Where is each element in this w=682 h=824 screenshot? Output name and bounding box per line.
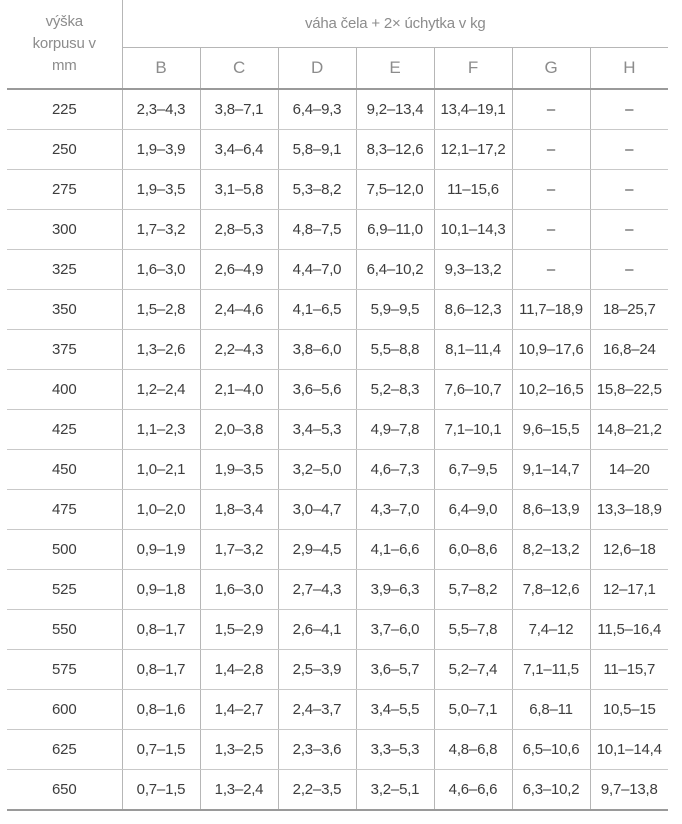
table-cell: 4,3–7,0 [356, 490, 434, 530]
table-cell: 4,4–7,0 [278, 250, 356, 290]
table-cell: 5,2–8,3 [356, 370, 434, 410]
table-row [7, 210, 668, 250]
table-cell: 6,5–10,6 [512, 730, 590, 770]
table-cell: – [512, 130, 590, 170]
table-cell: 5,7–8,2 [434, 570, 512, 610]
table-cell: 1,6–3,0 [122, 250, 200, 290]
table-row [7, 490, 668, 530]
table-cell: – [590, 130, 668, 170]
table-cell: 1,3–2,4 [200, 770, 278, 811]
row-height-label: 625 [7, 730, 122, 770]
table-cell: 11–15,6 [434, 170, 512, 210]
row-height-label: 575 [7, 650, 122, 690]
table-cell: 14–20 [590, 450, 668, 490]
table-cell: 5,5–8,8 [356, 330, 434, 370]
table-cell: 6,4–9,3 [278, 89, 356, 130]
row-height-label: 475 [7, 490, 122, 530]
table-cell: 7,1–11,5 [512, 650, 590, 690]
table-cell: 13,3–18,9 [590, 490, 668, 530]
table-cell: 2,9–4,5 [278, 530, 356, 570]
table-row [7, 170, 668, 210]
table-body [7, 89, 668, 810]
table-cell: 18–25,7 [590, 290, 668, 330]
table-cell: 5,3–8,2 [278, 170, 356, 210]
table-cell: 11,5–16,4 [590, 610, 668, 650]
table-cell: 0,7–1,5 [122, 730, 200, 770]
table-cell: 3,6–5,6 [278, 370, 356, 410]
table-cell: 8,2–13,2 [512, 530, 590, 570]
table-cell: – [512, 250, 590, 290]
table-cell: 3,2–5,1 [356, 770, 434, 811]
table-cell: 2,6–4,9 [200, 250, 278, 290]
table-cell: 11,7–18,9 [512, 290, 590, 330]
table-cell: 6,4–10,2 [356, 250, 434, 290]
table-cell: 1,9–3,9 [122, 130, 200, 170]
table-cell: 2,3–4,3 [122, 89, 200, 130]
table-row [7, 770, 668, 811]
table-cell: 1,6–3,0 [200, 570, 278, 610]
table-cell: 2,8–5,3 [200, 210, 278, 250]
table-cell: 8,6–13,9 [512, 490, 590, 530]
table-cell: 1,3–2,5 [200, 730, 278, 770]
row-height-label: 225 [7, 89, 122, 130]
table-cell: 3,7–6,0 [356, 610, 434, 650]
weight-table [7, 0, 668, 811]
table-row [7, 570, 668, 610]
table-cell: 1,5–2,8 [122, 290, 200, 330]
table-cell: 1,5–2,9 [200, 610, 278, 650]
table-cell: 14,8–21,2 [590, 410, 668, 450]
table-cell: – [512, 170, 590, 210]
table-cell: 5,2–7,4 [434, 650, 512, 690]
table-row [7, 730, 668, 770]
table-cell: 1,1–2,3 [122, 410, 200, 450]
table-cell: 1,2–2,4 [122, 370, 200, 410]
table-cell: 4,6–7,3 [356, 450, 434, 490]
table-cell: 1,4–2,8 [200, 650, 278, 690]
column-header-g: G [512, 48, 590, 90]
table-cell: 4,1–6,5 [278, 290, 356, 330]
table-cell: 0,8–1,6 [122, 690, 200, 730]
table-cell: 0,9–1,9 [122, 530, 200, 570]
table-cell: 3,1–5,8 [200, 170, 278, 210]
table-cell: 6,9–11,0 [356, 210, 434, 250]
row-height-label: 375 [7, 330, 122, 370]
table-cell: 8,6–12,3 [434, 290, 512, 330]
table-cell: 3,2–5,0 [278, 450, 356, 490]
table-cell: 10,9–17,6 [512, 330, 590, 370]
table-cell: 4,9–7,8 [356, 410, 434, 450]
table-cell: – [512, 210, 590, 250]
table-cell: – [590, 170, 668, 210]
row-height-label: 425 [7, 410, 122, 450]
row-height-label: 300 [7, 210, 122, 250]
table-cell: 2,3–3,6 [278, 730, 356, 770]
table-cell: 9,2–13,4 [356, 89, 434, 130]
table-cell: 3,4–5,5 [356, 690, 434, 730]
table-cell: 10,5–15 [590, 690, 668, 730]
table-row [7, 330, 668, 370]
row-height-label: 350 [7, 290, 122, 330]
table-cell: 5,0–7,1 [434, 690, 512, 730]
table-cell: 0,8–1,7 [122, 610, 200, 650]
table-row [7, 650, 668, 690]
table-cell: 2,4–3,7 [278, 690, 356, 730]
table-cell: 12,6–18 [590, 530, 668, 570]
table-cell: 3,3–5,3 [356, 730, 434, 770]
table-cell: 0,9–1,8 [122, 570, 200, 610]
row-height-label: 450 [7, 450, 122, 490]
row-height-label: 650 [7, 770, 122, 811]
table-cell: 1,0–2,0 [122, 490, 200, 530]
table-cell: 1,3–2,6 [122, 330, 200, 370]
table-cell: 4,8–7,5 [278, 210, 356, 250]
row-height-label: 525 [7, 570, 122, 610]
table-cell: 3,8–6,0 [278, 330, 356, 370]
row-height-label: 400 [7, 370, 122, 410]
table-cell: 1,9–3,5 [200, 450, 278, 490]
corner-header [7, 0, 122, 89]
table-cell: 2,4–4,6 [200, 290, 278, 330]
table-cell: 7,1–10,1 [434, 410, 512, 450]
table-cell: 6,7–9,5 [434, 450, 512, 490]
table-row [7, 450, 668, 490]
table-cell: 6,4–9,0 [434, 490, 512, 530]
table-cell: – [512, 89, 590, 130]
table-cell: 2,1–4,0 [200, 370, 278, 410]
table-cell: 6,0–8,6 [434, 530, 512, 570]
table-cell: 7,6–10,7 [434, 370, 512, 410]
table-cell: 6,8–11 [512, 690, 590, 730]
row-height-label: 250 [7, 130, 122, 170]
column-header-h: H [590, 48, 668, 90]
table-cell: 5,8–9,1 [278, 130, 356, 170]
table-cell: 4,8–6,8 [434, 730, 512, 770]
table-cell: 0,7–1,5 [122, 770, 200, 811]
table-row [7, 530, 668, 570]
table-cell: – [590, 89, 668, 130]
table-row [7, 89, 668, 130]
table-cell: 2,7–4,3 [278, 570, 356, 610]
table-row [7, 290, 668, 330]
corner-header-label: výška korpusu v mm [32, 13, 96, 74]
table-cell: 9,7–13,8 [590, 770, 668, 811]
table-cell: 10,1–14,3 [434, 210, 512, 250]
table-cell: 10,2–16,5 [512, 370, 590, 410]
table-cell: 12–17,1 [590, 570, 668, 610]
table-cell: 2,0–3,8 [200, 410, 278, 450]
table-cell: 2,2–4,3 [200, 330, 278, 370]
table-cell: 3,6–5,7 [356, 650, 434, 690]
table-row [7, 410, 668, 450]
table-cell: 8,1–11,4 [434, 330, 512, 370]
table-cell: 4,6–6,6 [434, 770, 512, 811]
header-top-row [7, 0, 668, 48]
table-cell: 8,3–12,6 [356, 130, 434, 170]
table-cell: 1,0–2,1 [122, 450, 200, 490]
table-cell: 3,9–6,3 [356, 570, 434, 610]
table-cell: 7,4–12 [512, 610, 590, 650]
table-cell: 1,9–3,5 [122, 170, 200, 210]
column-header-d: D [278, 48, 356, 90]
row-height-label: 600 [7, 690, 122, 730]
row-height-label: 500 [7, 530, 122, 570]
table-cell: 11–15,7 [590, 650, 668, 690]
table-cell: 13,4–19,1 [434, 89, 512, 130]
table-header [7, 0, 668, 89]
column-header-c: C [200, 48, 278, 90]
table-cell: 3,4–6,4 [200, 130, 278, 170]
table-cell: 9,3–13,2 [434, 250, 512, 290]
table-cell: 2,6–4,1 [278, 610, 356, 650]
table-cell: 3,4–5,3 [278, 410, 356, 450]
table-cell: 7,8–12,6 [512, 570, 590, 610]
table-cell: 2,5–3,9 [278, 650, 356, 690]
column-header-e: E [356, 48, 434, 90]
table-cell: 1,8–3,4 [200, 490, 278, 530]
row-height-label: 325 [7, 250, 122, 290]
table-cell: 12,1–17,2 [434, 130, 512, 170]
table-cell: – [590, 210, 668, 250]
table-cell: 4,1–6,6 [356, 530, 434, 570]
column-header-b: B [122, 48, 200, 90]
table-cell: 9,1–14,7 [512, 450, 590, 490]
table-cell: 9,6–15,5 [512, 410, 590, 450]
table-cell: – [590, 250, 668, 290]
table-row [7, 690, 668, 730]
table-row [7, 130, 668, 170]
table-cell: 0,8–1,7 [122, 650, 200, 690]
table-cell: 3,0–4,7 [278, 490, 356, 530]
column-header-f: F [434, 48, 512, 90]
table-cell: 7,5–12,0 [356, 170, 434, 210]
table-cell: 15,8–22,5 [590, 370, 668, 410]
table-cell: 1,7–3,2 [200, 530, 278, 570]
span-header-label: váha čela + 2× úchytka v kg [122, 0, 668, 48]
row-height-label: 275 [7, 170, 122, 210]
table-row [7, 370, 668, 410]
row-height-label: 550 [7, 610, 122, 650]
table-cell: 1,4–2,7 [200, 690, 278, 730]
table-row [7, 610, 668, 650]
table-row [7, 250, 668, 290]
table-cell: 5,5–7,8 [434, 610, 512, 650]
table-cell: 3,8–7,1 [200, 89, 278, 130]
table-cell: 1,7–3,2 [122, 210, 200, 250]
table-cell: 10,1–14,4 [590, 730, 668, 770]
table-cell: 6,3–10,2 [512, 770, 590, 811]
table-cell: 5,9–9,5 [356, 290, 434, 330]
table-cell: 16,8–24 [590, 330, 668, 370]
table-cell: 2,2–3,5 [278, 770, 356, 811]
